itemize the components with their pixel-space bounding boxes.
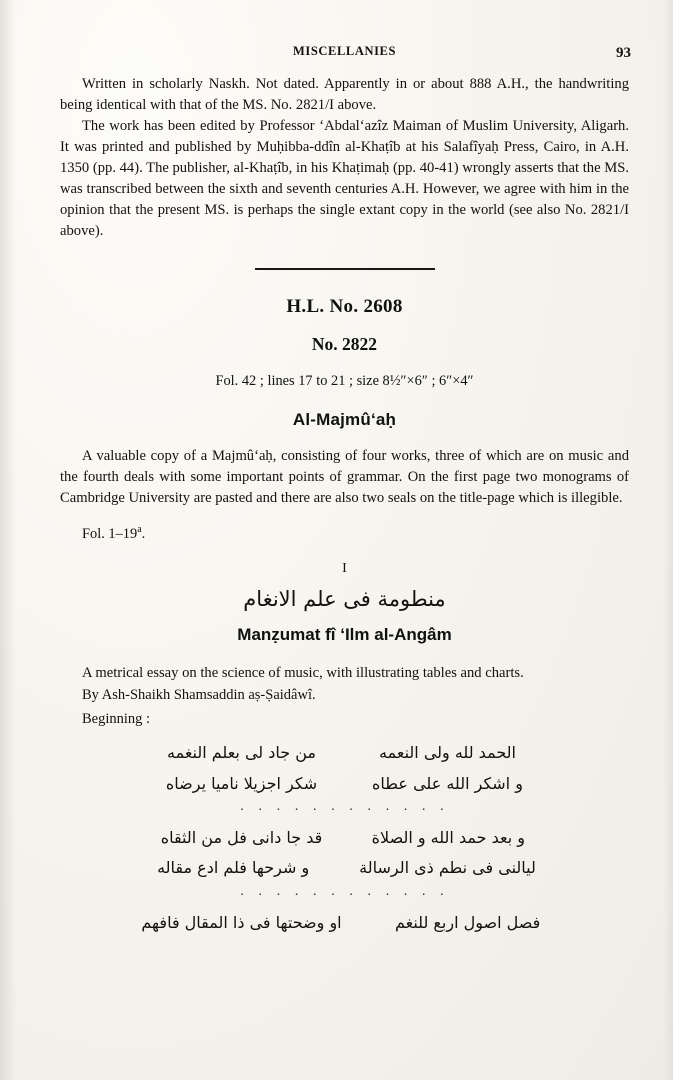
verse-line bbox=[60, 738, 629, 768]
author-line: By Ash-Shaikh Shamsaddin aṣ-Ṣaidâwî. bbox=[82, 686, 316, 703]
running-head-title: MISCELLANIES bbox=[292, 44, 397, 58]
verse-block bbox=[60, 738, 629, 938]
page-number: 93 bbox=[616, 45, 631, 61]
page-content bbox=[60, 44, 629, 940]
ms-number-heading: No. 2822 bbox=[311, 334, 378, 354]
section-number: I bbox=[342, 560, 347, 576]
hemistich-left: من جاد لى بعلم النغمه bbox=[166, 743, 316, 763]
verse-group bbox=[60, 738, 629, 799]
verse-group bbox=[60, 908, 629, 938]
hemistich-right: فصل اصول اربع للنغم bbox=[394, 912, 541, 932]
verse-line bbox=[60, 908, 629, 938]
verse-separator-dots: · · · · · · · · · · · · bbox=[239, 803, 450, 819]
hemistich-left: او وضحتها فى ذا المقال فافهم bbox=[141, 912, 342, 932]
intro-paragraphs bbox=[60, 74, 629, 242]
beginning-label: Beginning : bbox=[82, 711, 151, 728]
verse-separator-dots: · · · · · · · · · · · · bbox=[239, 887, 450, 903]
verse-line bbox=[60, 823, 629, 853]
work-title: Al-Majmû‘aḥ bbox=[292, 410, 397, 429]
entry-description: A valuable copy of a Majmû‘aḥ, consisting of four works, three of which are on music and the fourth deals with some important points of grammar. On the first page two monograms of Cambridge University are pasted and there are also two seals on the title-page which is illegible. bbox=[60, 448, 629, 506]
transliterated-title: Manẓumat fî ‘Ilm al-Angâm bbox=[237, 624, 452, 644]
arabic-work-title: منطومة فى علم الانغام bbox=[243, 586, 446, 611]
hemistich-right: و اشكر الله على عطاه bbox=[372, 773, 523, 793]
verse-group bbox=[60, 823, 629, 884]
hemistich-right: ليالنى فى نطم ذى الرسالة bbox=[359, 858, 536, 878]
verse-line bbox=[60, 853, 629, 883]
verse-line bbox=[60, 769, 629, 799]
folio-reference bbox=[60, 523, 629, 545]
running-header bbox=[60, 44, 629, 66]
folio-size-line: Fol. 42 ; lines 17 to 21 ; size 8½″×6″ ; 6″×4″ bbox=[215, 373, 474, 389]
folio-reference-superscript: a bbox=[137, 524, 142, 535]
folio-reference-end: . bbox=[141, 525, 146, 542]
paragraph-edited-by: The work has been edited by Professor ‘Abdal‘azîz Maiman of Muslim University, Aligarh. It was printed and published by Muḥibba-ddîn al-Khaṭîb at his Salafîyaḥ Press, Cairo, in A.H. 1350 (pp. 44). The publisher, al-Khaṭîb, in his Khaṭimaḥ (pp. 40-41) wrongly asserts that the MS. was transcribed between the sixth and seventh centuries A.H. However, we agree with him in the opinion that the present MS. is perhaps the single extant copy in the world (see also No. 2821/I above). bbox=[60, 118, 629, 239]
hemistich-left: شكر اجزيلا ناميا يرضاه bbox=[165, 773, 318, 793]
hemistich-right: و بعد حمد الله و الصلاة bbox=[371, 828, 525, 848]
section-divider bbox=[255, 268, 435, 270]
folio-reference-text: Fol. 1–19 bbox=[82, 525, 138, 542]
paragraph-written-in-naskh: Written in scholarly Naskh. Not dated. Apparently in or about 888 A.H., the handwriting being identical with that of the MS. No. 2821/I above. bbox=[60, 76, 629, 113]
hemistich-left: و شرحها فلم ادع مقاله bbox=[157, 858, 310, 878]
hl-number-heading: H.L. No. 2608 bbox=[286, 296, 403, 317]
hemistich-right: الحمد لله ولى النعمه bbox=[379, 743, 516, 763]
hemistich-left: قد جا دانى فل من الثقاه bbox=[160, 828, 323, 848]
section-note: A metrical essay on the science of music, with illustrating tables and charts. bbox=[82, 664, 524, 681]
